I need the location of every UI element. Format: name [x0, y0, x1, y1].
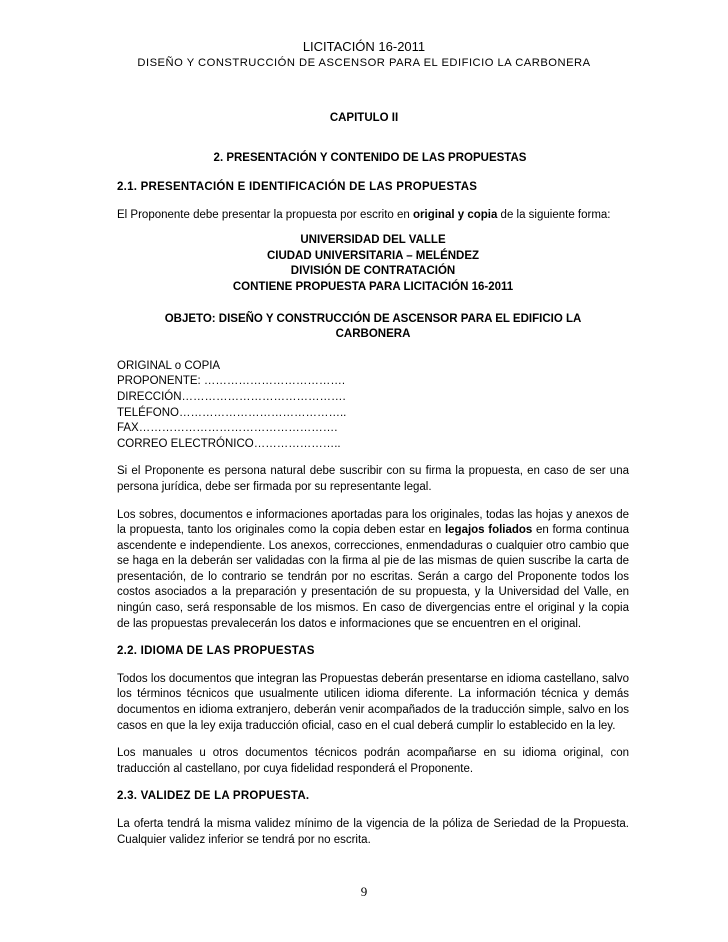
form-line-original: ORIGINAL o COPIA: [117, 359, 221, 372]
form-line-fax: FAX…………………………………………….: [117, 422, 338, 435]
objeto-line: CARBONERA: [335, 328, 411, 341]
form-line-direccion: DIRECCIÓN…………………………………….: [117, 390, 346, 403]
section-title: 2. PRESENTACIÓN Y CONTENIDO DE LAS PROPUESTAS: [213, 152, 527, 164]
heading-2-2: 2.2. IDIOMA DE LAS PROPUESTAS: [117, 645, 315, 658]
form-line-telefono: TELÉFONO……………………………………..: [117, 406, 347, 419]
intro-text-c: de la siguiente forma:: [497, 208, 611, 221]
paragraph-intro: [117, 208, 629, 224]
heading-2-3: 2.3. VALIDEZ DE LA PROPUESTA.: [117, 790, 310, 803]
paragraph-validez: La oferta tendrá la misma validez mínimo de la vigencia de la póliza de Seriedad de la Propuesta. Cualquier validez inferior se tendrá por no escrita.: [117, 818, 629, 846]
address-line: CONTIENE PROPUESTA PARA LICITACIÓN 16-2011: [232, 280, 514, 293]
address-line: DIVISIÓN DE CONTRATACIÓN: [290, 265, 456, 278]
address-line: CIUDAD UNIVERSITARIA – MELÉNDEZ: [266, 249, 480, 262]
paragraph-manuales: Los manuales u otros documentos técnicos podrán acompañarse en su idioma original, con traducción al castellano, por cuya fidelidad responderá el Proponente.: [117, 747, 629, 775]
intro-emphasis: original y copia: [413, 208, 498, 221]
paragraph-firma: Si el Proponente es persona natural debe suscribir con su firma la propuesta, en caso de ser una persona jurídica, debe ser firmada por su representante legal.: [117, 465, 629, 493]
sobres-emphasis: legajos foliados: [444, 524, 533, 537]
heading-2-1: 2.1. PRESENTACIÓN E IDENTIFICACIÓN DE LAS PROPUESTAS: [117, 181, 478, 193]
chapter-title: CAPITULO II: [329, 112, 399, 124]
page-number: 9: [360, 884, 368, 899]
intro-text-a: El Proponente debe presentar la propuesta por escrito en: [117, 208, 413, 221]
form-fields: [117, 359, 629, 453]
sobres-text-a: Los sobres, documentos e informaciones aportadas para los originales, todas las hojas y anexos de la propuesta, tanto los originales como la copia deben estar en: [117, 508, 629, 537]
objeto-line: OBJETO: DISEÑO Y CONSTRUCCIÓN DE ASCENSOR PARA EL EDIFICIO LA: [164, 312, 582, 325]
objeto-block: [117, 312, 629, 343]
sobres-text-c: en forma continua ascendente e independiente. Los anexos, correcciones, enmendaduras o cualquier otro cambio que se haga en la deberán ser validadas con la firma al pie de las mismas de quien suscribe la carta de presentación, de lo contrario se tendrán por no escritas. Serán a cargo del Proponente todos los costos asociados a la preparación y presentación de su propuesta, y la Universidad del Valle, en ningún caso, será responsable de los mismos. En caso de divergencias entre el original y la copia de las propuestas prevalecerán los datos e informaciones que se encuentren en el original.: [117, 524, 629, 630]
paragraph-sobres: [117, 508, 629, 633]
document-body: [117, 180, 629, 848]
address-line: UNIVERSIDAD DEL VALLE: [300, 234, 446, 247]
address-block: [117, 233, 629, 295]
form-line-proponente: PROPONENTE: ……………………………….: [117, 375, 346, 388]
header-subtitle: DISEÑO Y CONSTRUCCIÓN DE ASCENSOR PARA EL EDIFICIO LA CARBONERA: [137, 57, 591, 69]
header-title: LICITACIÓN 16-2011: [302, 39, 426, 54]
paragraph-idioma: Todos los documentos que integran las Propuestas deberán presentarse en idioma castellano, salvo los términos técnicos que usualmente utilicen idioma diferente. La información técnica y demás documentos en idioma extranjero, deberán venir acompañados de la traducción simple, salvo en los casos en que la ley exija traducción oficial, caso en el cual deberá cumplir lo establecido en la ley.: [117, 672, 629, 732]
form-line-correo: CORREO ELECTRÓNICO…………………..: [117, 437, 341, 450]
